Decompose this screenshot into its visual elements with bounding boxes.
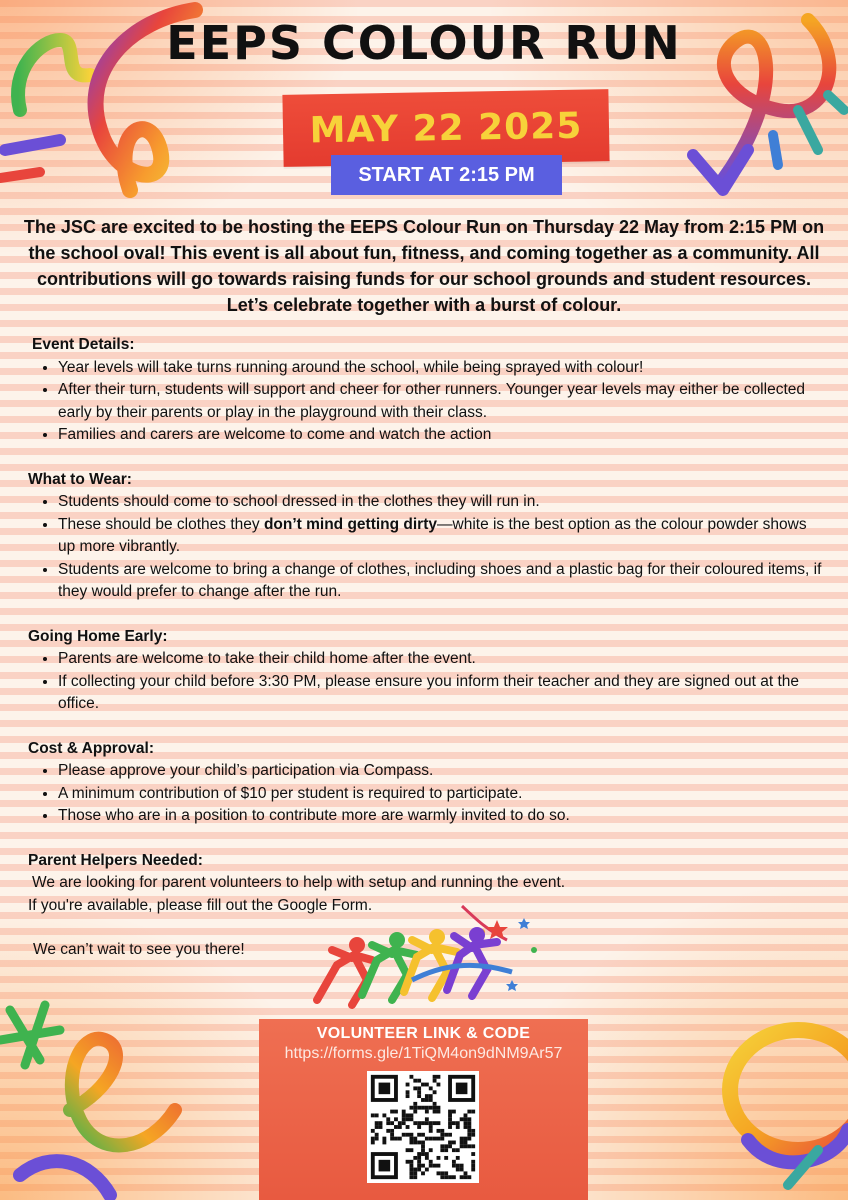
list-item: • Parents are welcome to take their child home after the event. (58, 648, 828, 671)
swirl-bottom-right-decoration (688, 1010, 848, 1200)
what-to-wear-list (28, 491, 828, 604)
event-details-heading: Event Details: (32, 336, 135, 353)
what-to-wear-heading: What to Wear: (28, 470, 132, 488)
going-home-list (28, 648, 828, 716)
list-item: • Students should come to school dressed in the clothes they will run in. (58, 491, 828, 514)
list-item: • Please approve your child’s participation via Compass. (58, 760, 828, 783)
event-info (28, 334, 828, 962)
list-item-text: —white is the best option as the colour powder shows up more vibrantly. (58, 515, 807, 555)
emphasis-text: don’t mind getting dirty (263, 515, 437, 533)
cost-list (28, 760, 828, 828)
cost-heading: Cost & Approval: (28, 739, 155, 757)
list-item (58, 514, 828, 559)
swirl-bottom-left-decoration (0, 1000, 200, 1200)
qr-code[interactable] (367, 1071, 479, 1183)
list-item-text: These should be clothes they (58, 515, 264, 533)
qr-code-graphic (367, 1071, 479, 1183)
list-item: • Those who are in a position to contribute more are warmly invited to do so. (58, 805, 828, 828)
list-item: • After their turn, students will support and cheer for other runners. Younger year levels may either be collected early by their parents or play in the playground with their class. (58, 379, 828, 424)
list-item: • If collecting your child before 3:30 PM, please ensure you inform their teacher and they are signed out at the office. (58, 671, 828, 716)
volunteer-title: VOLUNTEER LINK & CODE (316, 1025, 531, 1042)
start-time-banner (331, 155, 562, 195)
helpers-heading: Parent Helpers Needed: (28, 851, 203, 869)
intro-paragraph: The JSC are excited to be hosting the EEPS Colour Run on Thursday 22 May from 2:15 PM on the school oval! This event is all about fun, fitness, and coming together as a community. All contributions will go towards raising funds for our school grounds and student resources. Let’s celebrate together with a burst of colour. (23, 217, 825, 315)
list-item: • Families and carers are welcome to come and watch the action (58, 424, 828, 447)
event-details-list (28, 357, 828, 447)
volunteer-box (259, 1019, 588, 1200)
going-home-heading: Going Home Early: (28, 627, 168, 645)
helpers-text: If you're available, please fill out the Google Form. (28, 896, 373, 914)
event-date: MAY 22 2025 (309, 105, 583, 151)
closing-text: We can’t wait to see you there! (33, 941, 245, 958)
list-item: • Year levels will take turns running around the school, while being sprayed with colour! (58, 357, 828, 380)
start-time: START AT 2:15 PM (358, 163, 535, 186)
list-item: • Students are welcome to bring a change of clothes, including shoes and a plastic bag for their coloured items, if they would prefer to change after the run. (58, 559, 828, 604)
runner-figures (317, 927, 512, 1005)
volunteer-link[interactable]: https://forms.gle/1TiQM4on9dNM9Ar57 (284, 1045, 563, 1062)
helpers-text: We are looking for parent volunteers to help with setup and running the event. (32, 874, 566, 891)
runners-illustration (312, 900, 542, 1010)
page-title: EEPS COLOUR RUN (166, 16, 682, 70)
list-item: • A minimum contribution of $10 per student is required to participate. (58, 783, 828, 806)
